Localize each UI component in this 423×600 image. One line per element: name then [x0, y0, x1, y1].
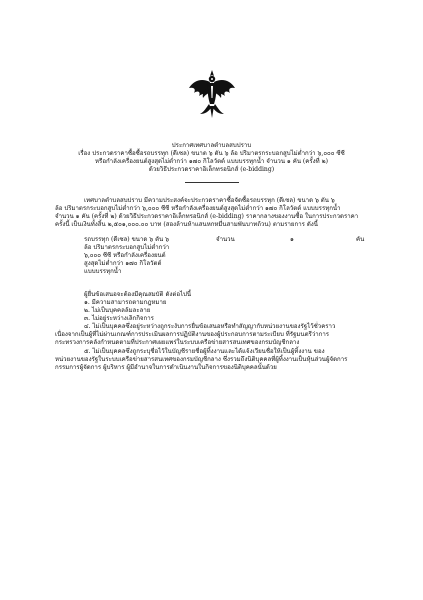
qualification-item-3: ๓. ไม่อยู่ระหว่างเลิกกิจการ [84, 315, 154, 322]
announcement-title-line-3: ด้วยวิธีประกวดราคาอิเล็กทรอนิกส์ (e-bidding) [148, 166, 275, 173]
qualification-item-2: ๒. ไม่เป็นบุคคลล้มละลาย [84, 307, 151, 314]
item-desc-line-3: ๖,๐๐๐ ซีซี หรือกำลังเครื่องยนต์ [84, 252, 166, 259]
qualification-item-1: ๑. มีความสามารถตามกฎหมาย [84, 299, 167, 306]
qualifications-heading: ผู้ยื่นข้อเสนอจะต้องมีคุณสมบัติ ดังต่อไปนี้ [84, 291, 192, 298]
item-unit: คัน [356, 236, 365, 243]
qualification-item-5-line-1: ๕. ไม่เป็นบุคคลซึ่งถูกระบุชื่อไว้ในบัญชีรายชื่อผู้ทิ้งงานและได้แจ้งเวียนชื่อให้เป็นผู้ทิ้งงาน ของ [84, 348, 325, 355]
qualification-item-5-line-2: หน่วยงานของรัฐในระบบเครือข่ายสารสนเทศของกรมบัญชีกลาง ซึ่งรวมถึงนิติบุคคลที่ผู้ทิ้งงานเป็นหุ้นส่วนผู้จัดการ [55, 356, 348, 363]
qualification-item-4-line-3: กระทรวงการคลังกำหนดตามที่ประกาศเผยแพร่ในระบบเครือข่ายสารสนเทศของกรมบัญชีกลาง [55, 339, 300, 346]
item-desc-line-1: รถบรรทุก (ดีเซล) ขนาด ๖ ตัน ๖ [84, 236, 170, 243]
item-desc-line-4: สูงสุดไม่ต่ำกว่า ๑๗๐ กิโลวัตต์ [84, 260, 162, 267]
item-qty-value: ๑ [290, 236, 294, 243]
item-qty-label: จำนวน [216, 236, 235, 243]
qualification-item-4-line-1: ๔. ไม่เป็นบุคคลซึ่งอยู่ระหว่างถูกระงับการยื่นข้อเสนอหรือทำสัญญากับหน่วยงานของรัฐไว้ชั่วคราว [84, 323, 336, 330]
title-divider [185, 182, 239, 183]
qualification-item-4-line-2: เนื่องจากเป็นผู้ที่ไม่ผ่านเกณฑ์การประเมินผลการปฏิบัติงานของผู้ประกอบการตามระเบียบ ที่รัฐมนตรีว่าการ [55, 331, 330, 338]
item-desc-line-5: แบบบรรทุกน้ำ [84, 268, 122, 275]
intro-line-4: ครั้งนี้ เป็นเงินทั้งสิ้น ๒,๕๐๑,๐๐๐.๐๐ บาท (สองล้านห้าแสนหกหมื่นสามพันบาทถ้วน) ตามรายการ ดังนี้ [55, 221, 318, 228]
item-desc-line-2: ล้อ ปริมาตรกระบอกสูบไม่ต่ำกว่า [84, 244, 170, 251]
announcement-title-line-1: เรื่อง ประกวดราคาซื้อซื้อรถบรรทุก (ดีเซล) ขนาด ๖ ตัน ๖ ล้อ ปริมาตรกระบอกสูบไม่ต่ำกว่า ๖,๐๐๐ ซีซี [78, 150, 345, 157]
intro-line-3: จำนวน ๑ คัน (ครั้งที่ ๒) ด้วยวิธีประกวดราคาอิเล็กทรอนิกส์ (e-bidding) ราคากลางของงานซื้อ ในการประกวดราคา [55, 213, 359, 220]
intro-line-2: ล้อ ปริมาตรกระบอกสูบไม่ต่ำกว่า ๖,๐๐๐ ซีซี หรือกำลังเครื่องยนต์สูงสุดไม่ต่ำกว่า ๑๗๐ กิโลวัตต์ แบบบรรทุกน้ำ [55, 205, 341, 212]
announcement-title-line-2: หรือกำลังเครื่องยนต์สูงสุดไม่ต่ำกว่า ๑๗๐ กิโลวัตต์ แบบบรรทุกน้ำ จำนวน ๑ คัน (ครั้งที่ ๒) [95, 158, 328, 165]
garuda-emblem-icon [186, 68, 238, 120]
intro-line-1: เทศบาลตำบลสบปราบ มีความประสงค์จะประกวดราคาซื้อจัดซื้อรถบรรทุก (ดีเซล) ขนาด ๖ ตัน ๖ [84, 197, 335, 204]
announcement-agency: ประกาศเทศบาลตำบลสบปราบ [171, 142, 252, 149]
qualification-item-5-line-3: กรรมการผู้จัดการ ผู้บริหาร ผู้มีอำนาจในการดำเนินงานในกิจการของนิติบุคคลนั้นด้วย [55, 364, 277, 371]
